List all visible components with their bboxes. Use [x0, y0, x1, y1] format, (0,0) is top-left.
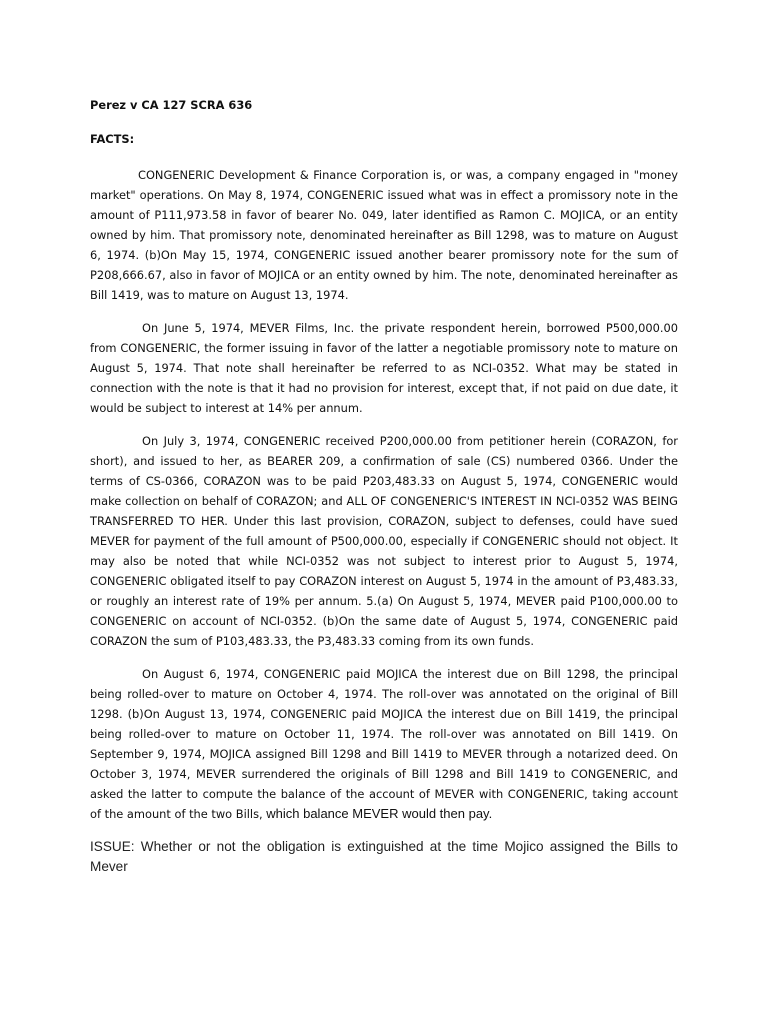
case-title: Perez v CA 127 SCRA 636	[90, 98, 253, 112]
facts-heading: FACTS:	[90, 132, 135, 146]
facts-paragraph-4	[90, 664, 678, 824]
facts-paragraph-2: On June 5, 1974, MEVER Films, Inc. the private respondent herein, borrowed P500,000.00 from CONGENERIC, the former issuing in favor of the latter a negotiable promissory note to mature on August 5, 1974. That note shall hereinafter be referred to as NCI-0352. What may be stated in connection with the note is that it had no provision for interest, except that, if not paid on due date, it would be subject to interest at 14% per annum.	[90, 321, 678, 415]
document-body	[90, 95, 678, 877]
facts-paragraph-4-tail: which balance MEVER would then pay.	[262, 806, 493, 821]
facts-paragraph-3: On July 3, 1974, CONGENERIC received P200,000.00 from petitioner herein (CORAZON, for short), and issued to her, as BEARER 209, a confirmation of sale (CS) numbered 0366. Under the terms of CS-0366, CORAZON was to be paid P203,483.33 on August 5, 1974, CONGENERIC would make collection on behalf of CORAZON; and ALL OF CONGENERIC'S INTEREST IN NCI-0352 WAS BEING TRANSFERRED TO HER. Under this last provision, CORAZON, subject to defenses, could have sued MEVER for payment of the full amount of P500,000.00, especially if CONGENERIC should not object. It may also be noted that while NCI-0352 was not subject to interest prior to August 5, 1974, CONGENERIC obligated itself to pay CORAZON interest on August 5, 1974 in the amount of P3,483.33, or roughly an interest rate of 19% per annum. 5.(a) On August 5, 1974, MEVER paid P100,000.00 to CONGENERIC on account of NCI-0352. (b)On the same date of August 5, 1974, CONGENERIC paid CORAZON the sum of P103,483.33, the P3,483.33 coming from its own funds.	[90, 434, 678, 648]
facts-paragraph-1: CONGENERIC Development & Finance Corporation is, or was, a company engaged in "money market" operations. On May 8, 1974, CONGENERIC issued what was in effect a promissory note in the amount of P111,973.58 in favor of bearer No. 049, later identified as Ramon C. MOJICA, or an entity owned by him. That promissory note, denominated hereinafter as Bill 1298, was to mature on August 6, 1974. (b)On May 15, 1974, CONGENERIC issued another bearer promissory note for the sum of P208,666.67, also in favor of MOJICA or an entity owned by him. The note, denominated hereinafter as Bill 1419, was to mature on August 13, 1974.	[90, 168, 678, 302]
facts-paragraph-4-main: On August 6, 1974, CONGENERIC paid MOJICA the interest due on Bill 1298, the principal being rolled-over to mature on October 4, 1974. The roll-over was annotated on the original of Bill 1298. (b)On August 13, 1974, CONGENERIC paid MOJICA the interest due on Bill 1419, the principal being rolled-over to mature on October 11, 1974. The roll-over was annotated on Bill 1419. On September 9, 1974, MOJICA assigned Bill 1298 and Bill 1419 to MEVER through a notarized deed. On October 3, 1974, MEVER surrendered the originals of Bill 1298 and Bill 1419 to CONGENERIC, and asked the latter to compute the balance of the account of MEVER with CONGENERIC, taking account of the amount of the two Bills,	[90, 667, 678, 821]
issue-statement: ISSUE: Whether or not the obligation is extinguished at the time Mojico assigned the Bills to Mever	[90, 839, 678, 874]
